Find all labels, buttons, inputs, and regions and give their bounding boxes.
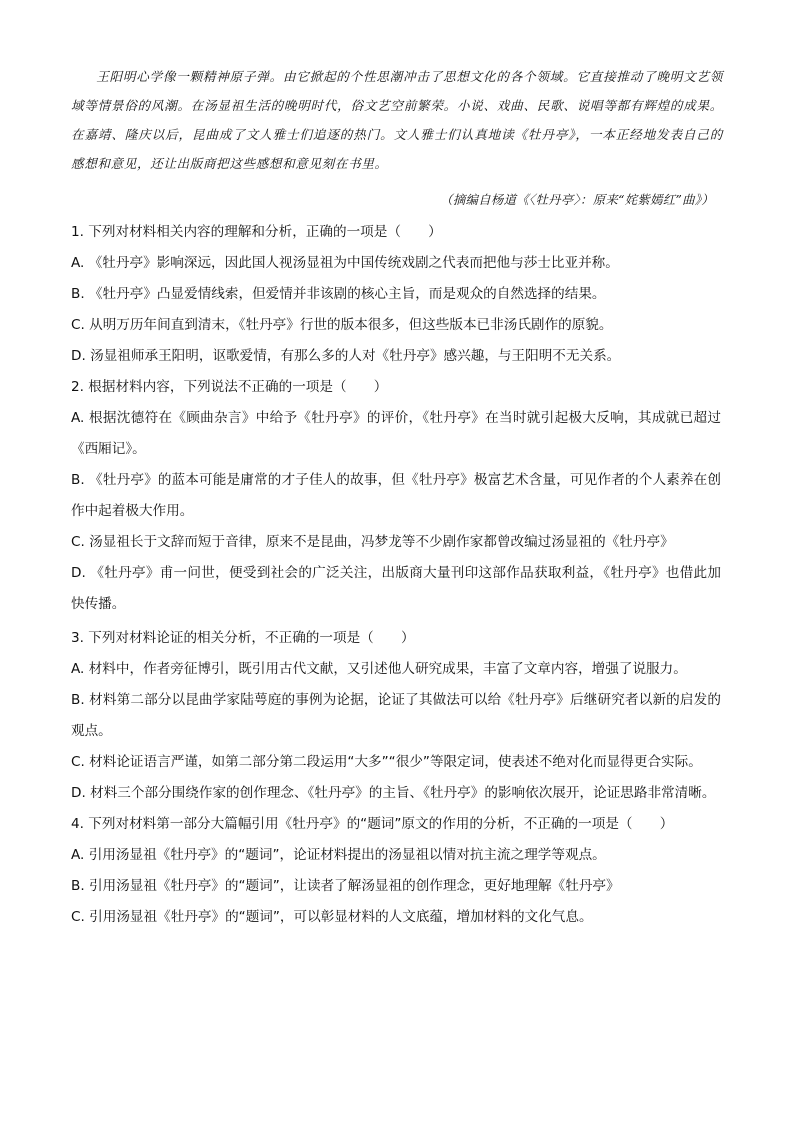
question-list (71, 217, 721, 933)
option-c: C. 材料论证语言严谨，如第二部分第二段运用“大多”“很少”等限定词，使表述不绝对化而显得更合实际。 (71, 754, 702, 770)
passage-source: （摘编自杨道《〈牡丹亭〉：原来“姹紫嫣红”曲》） (440, 192, 714, 207)
question-stem: 4. 下列对材料第一部分大篇幅引用《牡丹亭》的“题词”原文的作用的分析，不正确的一项是（ ） (71, 816, 674, 832)
question-stem: 3. 下列对材料论证的相关分析，不正确的一项是（ ） (71, 630, 415, 646)
question-1 (71, 217, 721, 372)
question-stem: 2. 根据材料内容，下列说法不正确的一项是（ ） (71, 379, 388, 395)
option-d: D. 《牡丹亭》甫一问世，便受到社会的广泛关注，出版商大量刊印这部作品获取利益，《牡丹亭》也借此加快传播。 (71, 565, 721, 612)
question-2 (71, 372, 721, 620)
option-c: C. 从明万历年间直到清末，《牡丹亭》行世的版本很多，但这些版本已非汤氏剧作的原貌。 (71, 317, 613, 333)
option-b: B. 引用汤显祖《牡丹亭》的“题词”，让读者了解汤显祖的创作理念，更好地理解《牡丹亭》 (71, 878, 620, 894)
option-d: D. 材料三个部分围绕作家的创作理念、《牡丹亭》的主旨、《牡丹亭》的影响依次展开，论证思路非常清晰。 (71, 785, 716, 801)
option-b: B. 《牡丹亭》凸显爱情线索，但爱情并非该剧的核心主旨，而是观众的自然选择的结果。 (71, 286, 606, 302)
option-c: C. 引用汤显祖《牡丹亭》的“题词”，可以彰显材料的人文底蕴，增加材料的文化气息。 (71, 909, 593, 925)
question-4 (71, 809, 721, 933)
question-3 (71, 623, 721, 809)
option-a: A. 《牡丹亭》影响深远，因此国人视汤显祖为中国传统戏剧之代表而把他与莎士比亚并称。 (71, 255, 619, 271)
option-d: D. 汤显祖师承王阳明，讴歌爱情，有那么多的人对《牡丹亭》感兴趣，与王阳明不无关系。 (71, 348, 621, 364)
option-a: A. 根据沈德符在《顾曲杂言》中给予《牡丹亭》的评价，《牡丹亭》在当时就引起极大反响，其成就已超过《西厢记》。 (71, 410, 721, 457)
passage-paragraph: 王阳明心学像一颗精神原子弹。由它掀起的个性思潮冲击了思想文化的各个领域。它直接推动了晚明文艺领域等情景俗的风潮。在汤显祖生活的晚明时代，俗文艺空前繁荣。小说、戏曲、民歌、说唱等都有辉煌的成果。在嘉靖、隆庆以后，昆曲成了文人雅士们追逐的热门。文人雅士们认真地读《牡丹亭》，一本正经地发表自己的感想和意见，还让出版商把这些感想和意见刻在书里。 (71, 69, 723, 171)
question-stem: 1. 下列对材料相关内容的理解和分析，正确的一项是（ ） (71, 224, 442, 240)
option-a: A. 材料中，作者旁征博引，既引用古代文献，又引述他人研究成果，丰富了文章内容，增强了说服力。 (71, 661, 687, 677)
option-c: C. 汤显祖长于文辞而短于音律，原来不是昆曲，冯梦龙等不少剧作家都曾改编过汤显祖的《牡丹亭》 (71, 534, 674, 550)
option-b: B. 《牡丹亭》的蓝本可能是庸常的才子佳人的故事，但《牡丹亭》极富艺术含量，可见作者的个人素养在创作中起着极大作用。 (71, 472, 721, 519)
option-a: A. 引用汤显祖《牡丹亭》的“题词”，论证材料提出的汤显祖以情对抗主流之理学等观点。 (71, 847, 606, 863)
option-b: B. 材料第二部分以昆曲学家陆萼庭的事例为论据，论证了其做法可以给《牡丹亭》后继研究者以新的启发的观点。 (71, 692, 721, 739)
